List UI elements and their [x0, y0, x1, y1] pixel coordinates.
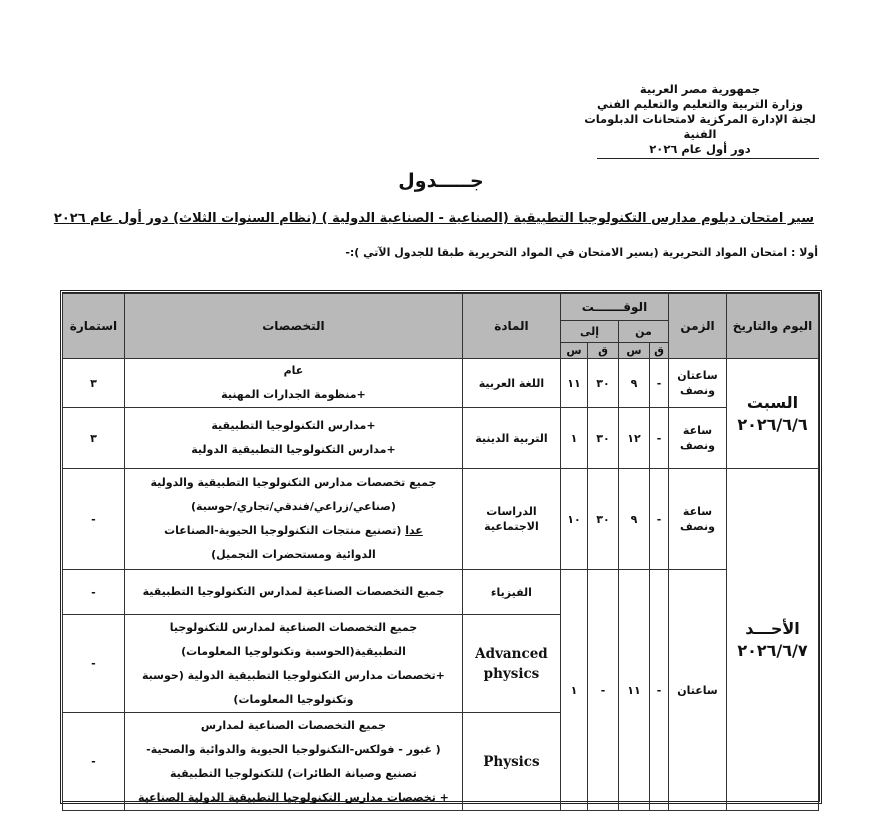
from-hour: ١١ — [619, 570, 650, 811]
subject-cell: اللغة العربية — [462, 359, 560, 408]
spec-line: عام — [283, 364, 304, 377]
exam-schedule-table — [60, 290, 822, 804]
col-time: الوقـــــــت — [560, 294, 668, 321]
spec-line: جميع التخصصات الصناعية لمدارس للتكنولوجيا — [169, 620, 418, 634]
table-row — [62, 408, 818, 469]
day-cell — [727, 469, 819, 811]
subject-cell: الدراسات الاجتماعية — [462, 469, 560, 570]
to-hour: ١ — [560, 570, 587, 811]
duration-cell: ساعة ونصف — [669, 408, 727, 469]
col-day-date: اليوم والتاريخ — [727, 294, 819, 359]
subject-cell: التربية الدينية — [462, 408, 560, 469]
spec-cell — [124, 713, 462, 811]
header-line: دور أول عام ٢٠٢٦ — [649, 142, 751, 156]
day-date: ٢٠٢٦/٦/٧ — [737, 640, 808, 660]
col-from-minute: ق — [650, 343, 669, 359]
spec-cell — [124, 469, 462, 570]
spec-line: تصنيع وصيانة الطائرات) للتكنولوجيا التطبيقية — [170, 766, 417, 780]
from-minute: - — [650, 408, 669, 469]
col-to-minute: ق — [588, 343, 619, 359]
spec-cell — [124, 570, 462, 615]
form-cell: - — [62, 469, 124, 570]
spec-line: +تخصصات مدارس التكنولوجيا التطبيقية الدولية (حوسبة — [142, 668, 445, 682]
to-minute: ٣٠ — [588, 359, 619, 408]
col-form: استمارة — [62, 294, 124, 359]
from-hour: ٩ — [619, 359, 650, 408]
header-line: لجنة الإدارة المركزية لامتحانات الدبلومات الفنية — [584, 112, 816, 141]
to-minute: ٣٠ — [588, 469, 619, 570]
spec-line: +مدارس التكنولوجيا التطبيقية الدولية — [191, 443, 396, 456]
to-hour: ١١ — [560, 359, 587, 408]
spec-line: التطبيقية(الحوسبة وتكنولوجيا المعلومات) — [181, 644, 406, 658]
subject-cell: الفيزياء — [462, 570, 560, 615]
day-cell — [727, 359, 819, 469]
form-cell: - — [62, 615, 124, 713]
duration-cell: ساعتان — [669, 570, 727, 811]
table-row — [62, 469, 818, 570]
to-minute: ٣٠ — [588, 408, 619, 469]
ministry-header — [580, 82, 820, 157]
header-row — [62, 294, 818, 321]
col-to-hour: س — [560, 343, 587, 359]
spec-line: (صناعي/زراعي/فندقي/تجاري/حوسبة) — [191, 500, 396, 513]
subject-cell: Advanced physics — [462, 615, 560, 713]
header-line: جمهورية مصر العربية — [639, 82, 761, 96]
table-row — [62, 359, 818, 408]
header-divider — [597, 158, 819, 159]
spec-line — [127, 519, 460, 543]
form-cell: ٣ — [62, 359, 124, 408]
spec-line: جميع التخصصات الصناعية لمدارس — [200, 718, 387, 732]
spec-text: (تصنيع منتجات التكنولوجيا الحيوية-الصناعات — [164, 524, 406, 537]
form-cell: - — [62, 713, 124, 811]
document-subtitle: سير امتحان دبلوم مدارس التكنولوجيا التطبيقية (الصناعية - الصناعية الدولية ) (نظام السنوات الثلاث) دور أول عام ٢٠٢٦ — [53, 211, 814, 226]
from-minute: - — [650, 469, 669, 570]
to-hour: ١ — [560, 408, 587, 469]
form-cell: - — [62, 570, 124, 615]
spec-cell — [124, 408, 462, 469]
to-hour: ١٠ — [560, 469, 587, 570]
spec-line: جميع تخصصات مدارس التكنولوجيا التطبيقية والدولية — [150, 476, 437, 489]
to-minute: - — [588, 570, 619, 811]
subject-cell: Physics — [462, 713, 560, 811]
col-specializations: التخصصات — [124, 294, 462, 359]
header-line: وزارة التربية والتعليم والتعليم الفني — [596, 97, 804, 111]
from-hour: ٩ — [619, 469, 650, 570]
spec-line: الدوائية ومستحضرات التجميل) — [211, 548, 376, 561]
spec-line: وتكنولوجيا المعلومات) — [233, 692, 354, 706]
col-to: إلى — [560, 321, 618, 343]
day-name: السبت — [746, 392, 799, 412]
except-label: عدا — [405, 524, 423, 537]
spec-line: +مدارس التكنولوجيا التطبيقية — [211, 419, 376, 432]
intro-text: أولا : امتحان المواد التحريرية (بسير الامتحان في المواد التحريرية طبقا للجدول الآتي ):- — [345, 246, 818, 259]
spec-line: ( غبور - فولكس-التكنولوجيا الحيوية والدوائية والصحية- — [146, 742, 441, 756]
spec-line: + تخصصات مدارس التكنولوجيا التطبيقية الدولية الصناعية — [138, 790, 449, 804]
table-row — [62, 570, 818, 615]
duration-cell: ساعتان ونصف — [669, 359, 727, 408]
col-from: من — [619, 321, 669, 343]
from-hour: ١٢ — [619, 408, 650, 469]
spec-line: جميع التخصصات الصناعية لمدارس التكنولوجيا التطبيقية — [142, 585, 445, 598]
col-from-hour: س — [619, 343, 650, 359]
from-minute: - — [650, 570, 669, 811]
col-duration: الزمن — [669, 294, 727, 359]
spec-cell — [124, 359, 462, 408]
spec-line: +منظومة الجدارات المهنية — [221, 388, 366, 401]
day-name: الأحـــد — [745, 618, 800, 638]
spec-cell — [124, 615, 462, 713]
day-date: ٢٠٢٦/٦/٦ — [737, 414, 808, 434]
duration-cell: ساعة ونصف — [669, 469, 727, 570]
from-minute: - — [650, 359, 669, 408]
form-cell: ٣ — [62, 408, 124, 469]
page-title: جـــــدول — [398, 170, 484, 192]
col-subject: المادة — [462, 294, 560, 359]
